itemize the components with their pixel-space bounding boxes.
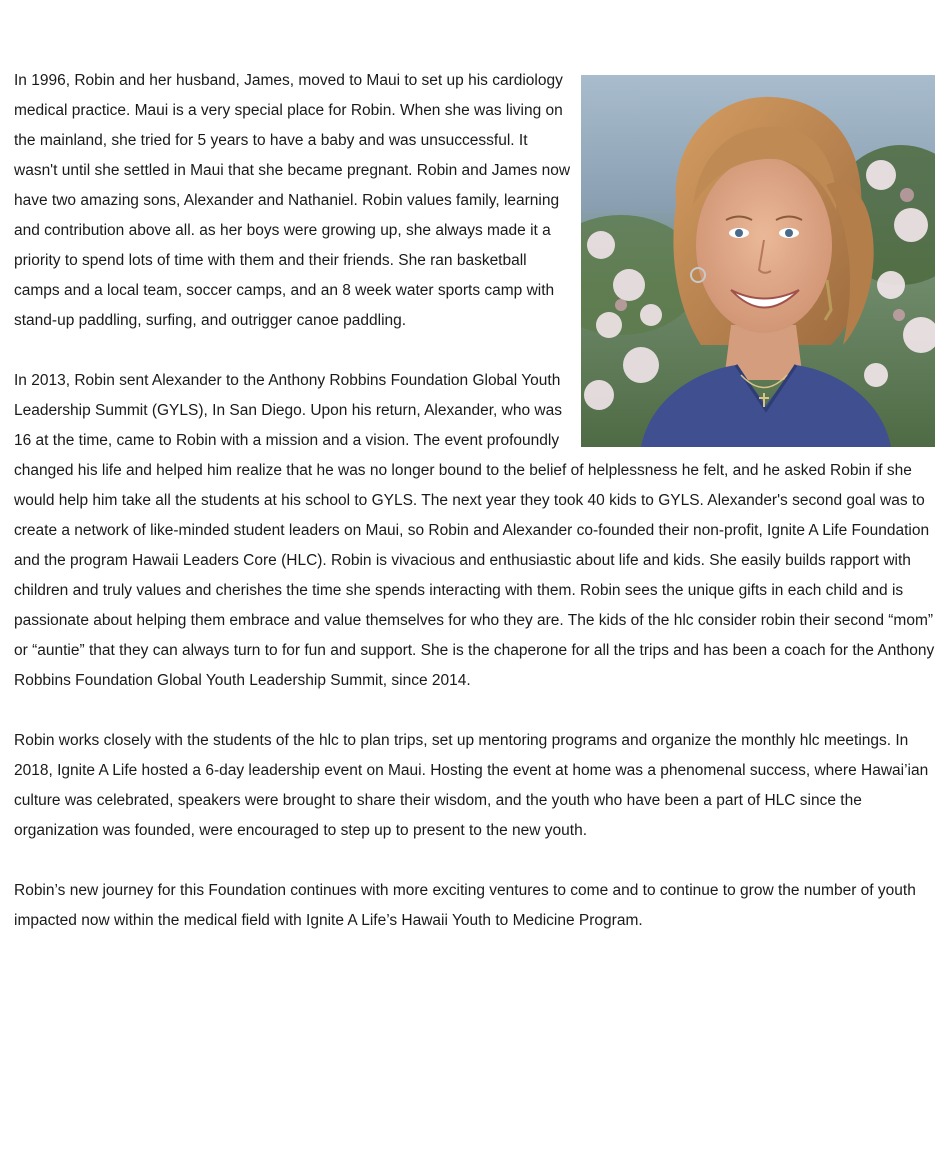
bio-paragraph-4: Robin’s new journey for this Foundation continues with more exciting ventures to come and to continue to grow the number of youth impacted now within the medical field with Ignite A Life’s Hawaii Youth to Medicine Program. (14, 882, 916, 929)
bio-paragraph-3: Robin works closely with the students of the hlc to plan trips, set up mentoring programs and organize the monthly hlc meetings. In 2018, Ignite A Life hosted a 6-day leadership event on Maui. Hosting the event at home was a phenomenal success, where Hawai’ian culture was celebrated, speakers were brought to share their wisdom, and the youth who have been a part of HLC since the organization was founded, were encouraged to step up to present to the new youth. (14, 732, 929, 839)
bio-paragraph-2: In 2013, Robin sent Alexander to the Anthony Robbins Foundation Global Youth Leadership Summit (GYLS), In San Diego. Upon his return, Alexander, who was 16 at the time, came to Robin with a mission and a vision. The event profoundly changed his life and helped him realize that he was no longer bound to the belief of helplessness he felt, and he asked Robin if she would help him take all the students at his school to GYLS. The next year they took 40 kids to GYLS. Alexander's second goal was to create a network of like-minded student leaders on Maui, so Robin and Alexander co-founded their non-profit, Ignite A Life Foundation and the program Hawaii Leaders Core (HLC). Robin is vivacious and enthusiastic about life and kids. She easily builds rapport with children and truly values and cherishes the time she spends interacting with them. Robin sees the unique gifts in each child and is passionate about helping them embrace and value themselves for who they are. The kids of the hlc consider robin their second “mom” or “auntie” that they can always turn to for fun and support. She is the chaperone for all the trips and has been a coach for the Anthony Robbins Foundation Global Youth Leadership Summit, since 2014. (14, 372, 935, 689)
bio-paragraph-1: In 1996, Robin and her husband, James, moved to Maui to set up his cardiology medical practice. Maui is a very special place for Robin. When she was living on the mainland, she tried for 5 years to have a baby and was unsuccessful. It wasn't until she settled in Maui that she became pregnant. Robin and James now have two amazing sons, Alexander and Nathaniel. Robin values family, learning and contribution above all. as her boys were growing up, she always made it a priority to spend lots of time with them and their friends. She ran basketball camps and a local team, soccer camps, and an 8 week water sports camp with stand-up paddling, surfing, and outrigger canoe paddling. (14, 72, 571, 329)
robin-portrait-photo (581, 75, 935, 447)
bio-article (14, 66, 935, 966)
